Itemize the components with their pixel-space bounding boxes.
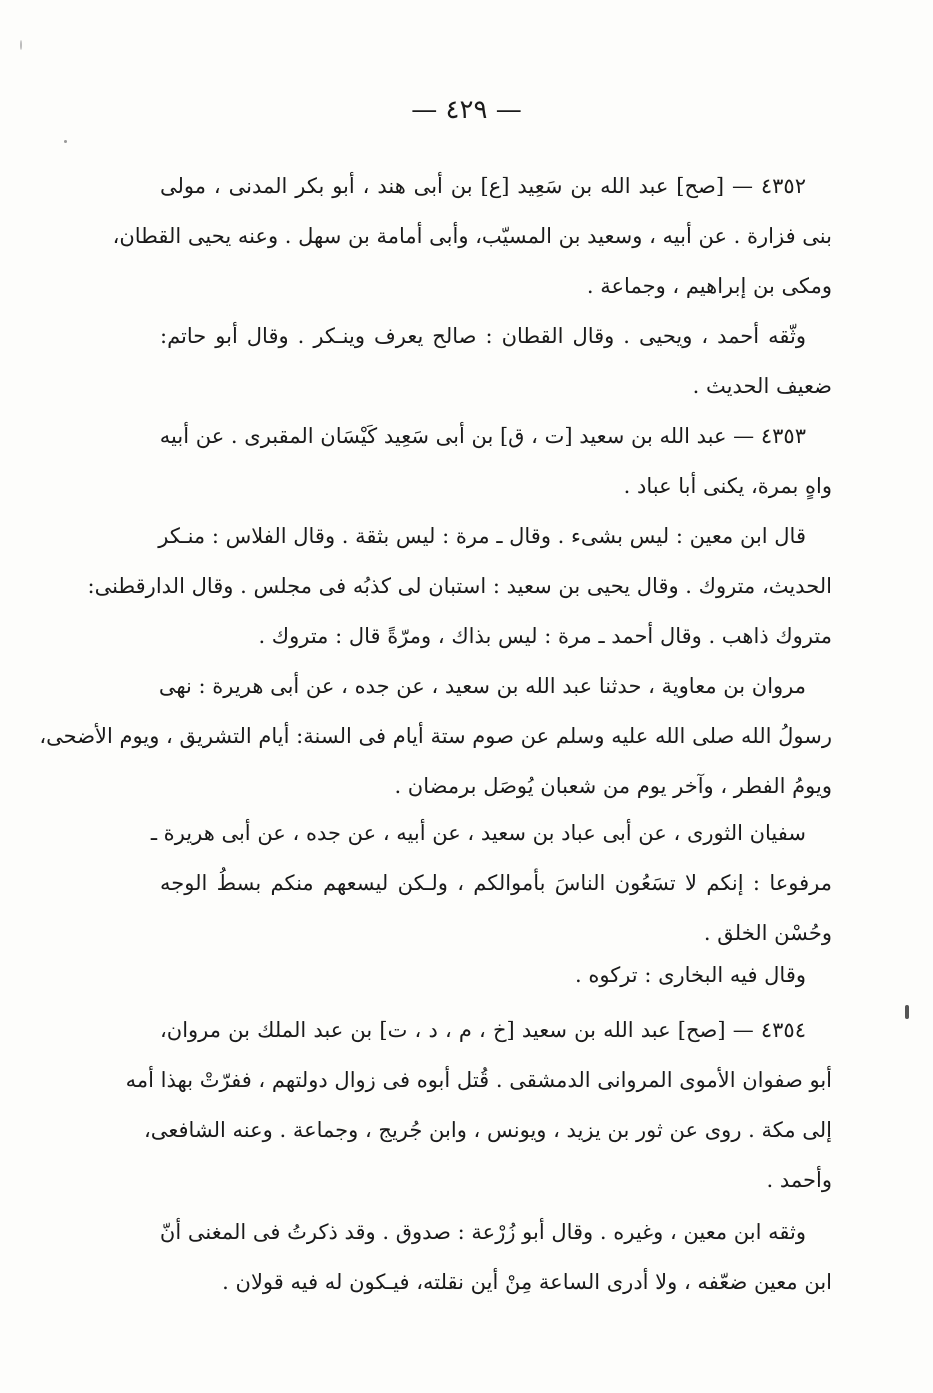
text-line: ٤٣٥٣ — عبد الله بن سعيد [ت ، ق] بن أبى سَعِيد كَيْسَان المقبرى . عن أبيه <box>159 424 806 448</box>
paragraph-ibn-maeen <box>87 511 832 661</box>
text-line: ابن معين ضعّفه ، ولا أدرى الساعة مِنْ أين نقلته، فيـكون له فيه قولان . <box>222 1270 832 1294</box>
text-line: مرفوعا : إنكم لا تسَعُون الناسَ بأموالكم ، ولـكن ليسعهم منكم بسطُ الوجه <box>160 871 832 895</box>
paragraph-marwan <box>39 661 832 811</box>
text-line: مروان بن معاوية ، حدثنا عبد الله بن سعيد ، عن جده ، عن أبى هريرة : نهى <box>158 674 806 698</box>
text-line: أبو صفوان الأموى المروانى الدمشقى . قُتل أبوه فى زوال دولتهم ، ففرّتْ بهذا أمه <box>125 1068 832 1092</box>
text-line: وثّقه أحمد ، ويحيى . وقال القطان : صالح يعرف وينـكر . وقال أبو حاتم: <box>160 324 806 348</box>
text-line: إلى مكة . روى عن ثور بن يزيد ، ويونس ، وابن جُريج ، وجماعة . وعنه الشافعى، <box>144 1118 832 1142</box>
paragraph-sufyan <box>150 808 832 958</box>
text-line: وحُسْن الخلق . <box>703 921 832 945</box>
text-line: وقال فيه البخارى : تركوه . <box>575 963 806 987</box>
paragraph-abu-zura <box>160 1207 832 1307</box>
text-line: سفيان الثورى ، عن أبى عباد بن سعيد ، عن أبيه ، عن جده ، عن أبى هريرة ـ <box>150 821 806 845</box>
text-line: متروك ذاهب . وقال أحمد ـ مرة : ليس بذاك ، ومرّةً قال : متروك . <box>258 624 832 648</box>
scan-fleck <box>20 40 22 50</box>
text-line: رسولُ الله صلى الله عليه وسلم عن صوم ستة أيام فى السنة: أيام التشريق ، ويوم الأضحى، <box>39 724 832 748</box>
text-line: ومكى بن إبراهيم ، وجماعة . <box>586 274 832 298</box>
text-line: قال ابن معين : ليس بشىء . وقال ـ مرة : ليس بثقة . وقال الفلاس : منـكر <box>158 524 806 548</box>
entry-4354 <box>125 1005 832 1205</box>
text-line: ضعيف الحديث . <box>692 374 832 398</box>
page-number: — ٤٢٩ — <box>411 95 522 125</box>
paragraph-bukhari <box>160 950 832 1000</box>
entry-4353 <box>160 411 832 511</box>
text-line: الحديث، متروك . وقال يحيى بن سعيد : استبان لى كذبُه فى مجلس . وقال الدارقطنى: <box>87 574 832 598</box>
paragraph-tawthiq <box>160 311 832 411</box>
text-line: وأحمد . <box>766 1168 832 1192</box>
text-line: وثقه ابن معين ، وغيره . وقال أبو زُرْعة : صدوق . وقد ذكرتُ فى المغنى أنّ <box>159 1220 806 1244</box>
text-line: بنى فزارة . عن أبيه ، وسعيد بن المسيّب، وأبى أمامة بن سهل . وعنه يحيى القطان، <box>112 224 832 248</box>
text-line: واهٍ بمرة، يكنى أبا عباد . <box>623 474 832 498</box>
text-line: ٤٣٥٢ — [صح] عبد الله بن سَعِيد [ع] بن أبى هند ، أبو بكر المدنى ، مولى <box>160 174 806 198</box>
entry-4352 <box>112 161 832 311</box>
scan-fleck <box>905 1005 909 1019</box>
text-line: ٤٣٥٤ — [صح] عبد الله بن سعيد [خ ، م ، د ، ت] بن عبد الملك بن مروان، <box>160 1018 806 1042</box>
scan-fleck <box>64 140 67 143</box>
text-line: ويومُ الفطر ، وآخر يوم من شعبان يُوصَل برمضان . <box>394 774 832 798</box>
